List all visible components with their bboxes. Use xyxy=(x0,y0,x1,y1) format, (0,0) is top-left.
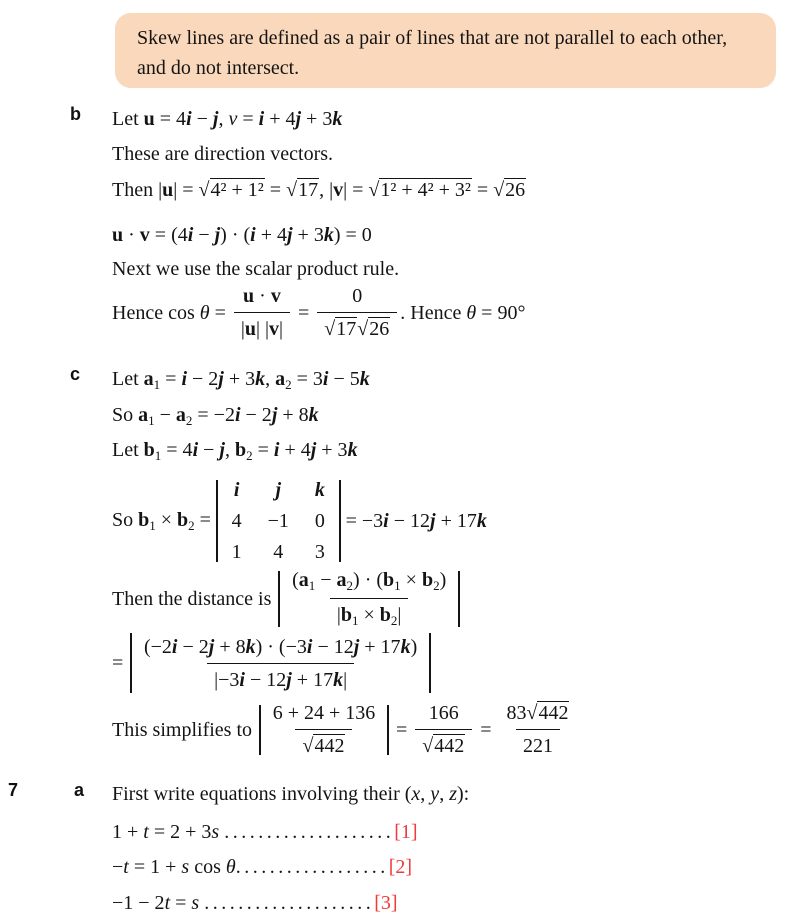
equation-2: −t = 1 + s cos θ..................[2] xyxy=(112,856,413,878)
fraction-distance-formula: $\frac{(a_1 - a_2) \cdot (b_1 \times b_2)}{|b_1 \times b_2|}$ xyxy=(292,569,447,628)
definition-callout-box xyxy=(115,13,776,88)
line-magnitudes: Then |u| = √ 4² + 1² = √ 17, |v| = √ 1² + 4² + 3² = √ 26 xyxy=(112,176,526,204)
line-cos-theta xyxy=(112,284,525,341)
line-a1-minus-a2: So $a_1 - a_2 = -2i - 2j + 8k$ xyxy=(112,404,319,428)
abs-right-bar xyxy=(458,571,460,627)
cos-theta-pre: Hence cos θ = xyxy=(112,301,231,324)
line-distance-formula xyxy=(112,568,462,629)
abs-left-bar xyxy=(278,571,280,627)
matrix-cell: 4 xyxy=(231,510,242,532)
abs-right-bar xyxy=(429,633,431,693)
line-dot-product: u · v = (4i − j) · (i + 4j + 3k) = 0 xyxy=(112,224,372,246)
substituted-equals: = xyxy=(112,652,129,674)
line-distance-substituted xyxy=(112,633,433,693)
abs-right-bar xyxy=(387,705,389,755)
simplifies-pre: This simplifies to xyxy=(112,718,257,741)
fraction-zero-over-roots: 0 √ 17 √ 26 xyxy=(317,284,397,341)
distance-pre: Then the distance is xyxy=(112,587,277,610)
fraction-final-answer: $\frac{83 √ 442}{221}$ xyxy=(499,701,576,758)
line-let-a1-a2: Let $a_1 = i - 2j + 3k$, $a_2 = 3i - 5k$ xyxy=(112,368,370,392)
equals-sign: = xyxy=(390,718,413,741)
part-a-label: a xyxy=(74,780,85,800)
fraction-166-over-root: 166 √ 442 xyxy=(415,701,472,758)
matrix-cell: i xyxy=(233,479,240,501)
cos-theta-post: . Hence θ = 90° xyxy=(400,301,526,324)
matrix-cell: −1 xyxy=(267,510,289,532)
matrix-cell: k xyxy=(314,479,325,501)
line-cross-product xyxy=(112,478,487,564)
line-let-b1-b2: Let $b_1 = 4i - j$, $b_2 = i + 4j + 3k$ xyxy=(112,439,358,463)
definition-text: Skew lines are defined as a pair of lines that are not parallel to each other, and do not intersect. xyxy=(137,27,728,79)
part-b-label: b xyxy=(70,104,81,124)
equals-sign: = xyxy=(293,301,315,324)
matrix-cell: 0 xyxy=(314,510,325,532)
line-simplified-result xyxy=(112,701,579,758)
equation-1: 1 + t = 2 + 3s ....................[1] xyxy=(112,821,418,843)
abs-left-bar xyxy=(130,633,132,693)
cross-product-pre: So $b_1 \times b_2$ = xyxy=(112,509,216,533)
cross-product-result: = −3i − 12j + 17k xyxy=(340,510,487,532)
matrix-cell: 3 xyxy=(314,541,325,563)
matrix-cell: 4 xyxy=(273,541,284,563)
equation-3: −1 − 2t = s ....................[3] xyxy=(112,892,398,914)
line-scalar-product-rule: Next we use the scalar product rule. xyxy=(112,258,400,280)
fraction-uv-over-magnitudes: $\frac{u \cdot v}{|u| |v|}$ xyxy=(234,284,290,341)
fraction-sum-over-root: 6 + 24 + 136 √ 442 xyxy=(266,701,383,758)
abs-left-bar xyxy=(259,705,261,755)
line-let-uv: Let u = 4i − j, v = i + 4j + 3k xyxy=(112,108,343,130)
determinant-matrix xyxy=(218,478,339,564)
equals-sign: = xyxy=(475,718,497,741)
line-equations-intro: First write equations involving their (x, y, z): xyxy=(112,783,470,805)
fraction-distance-substituted: $\frac{(-2i - 2j + 8k) \cdot (-3i - 12j + 17k)}{|-3i - 12j + 17k|}$ xyxy=(143,635,418,691)
line-direction-vectors: These are direction vectors. xyxy=(112,143,334,165)
matrix-cell: j xyxy=(275,479,282,501)
question-7-number: 7 xyxy=(8,780,19,800)
matrix-cell: 1 xyxy=(231,541,242,563)
part-c-label: c xyxy=(70,364,81,384)
